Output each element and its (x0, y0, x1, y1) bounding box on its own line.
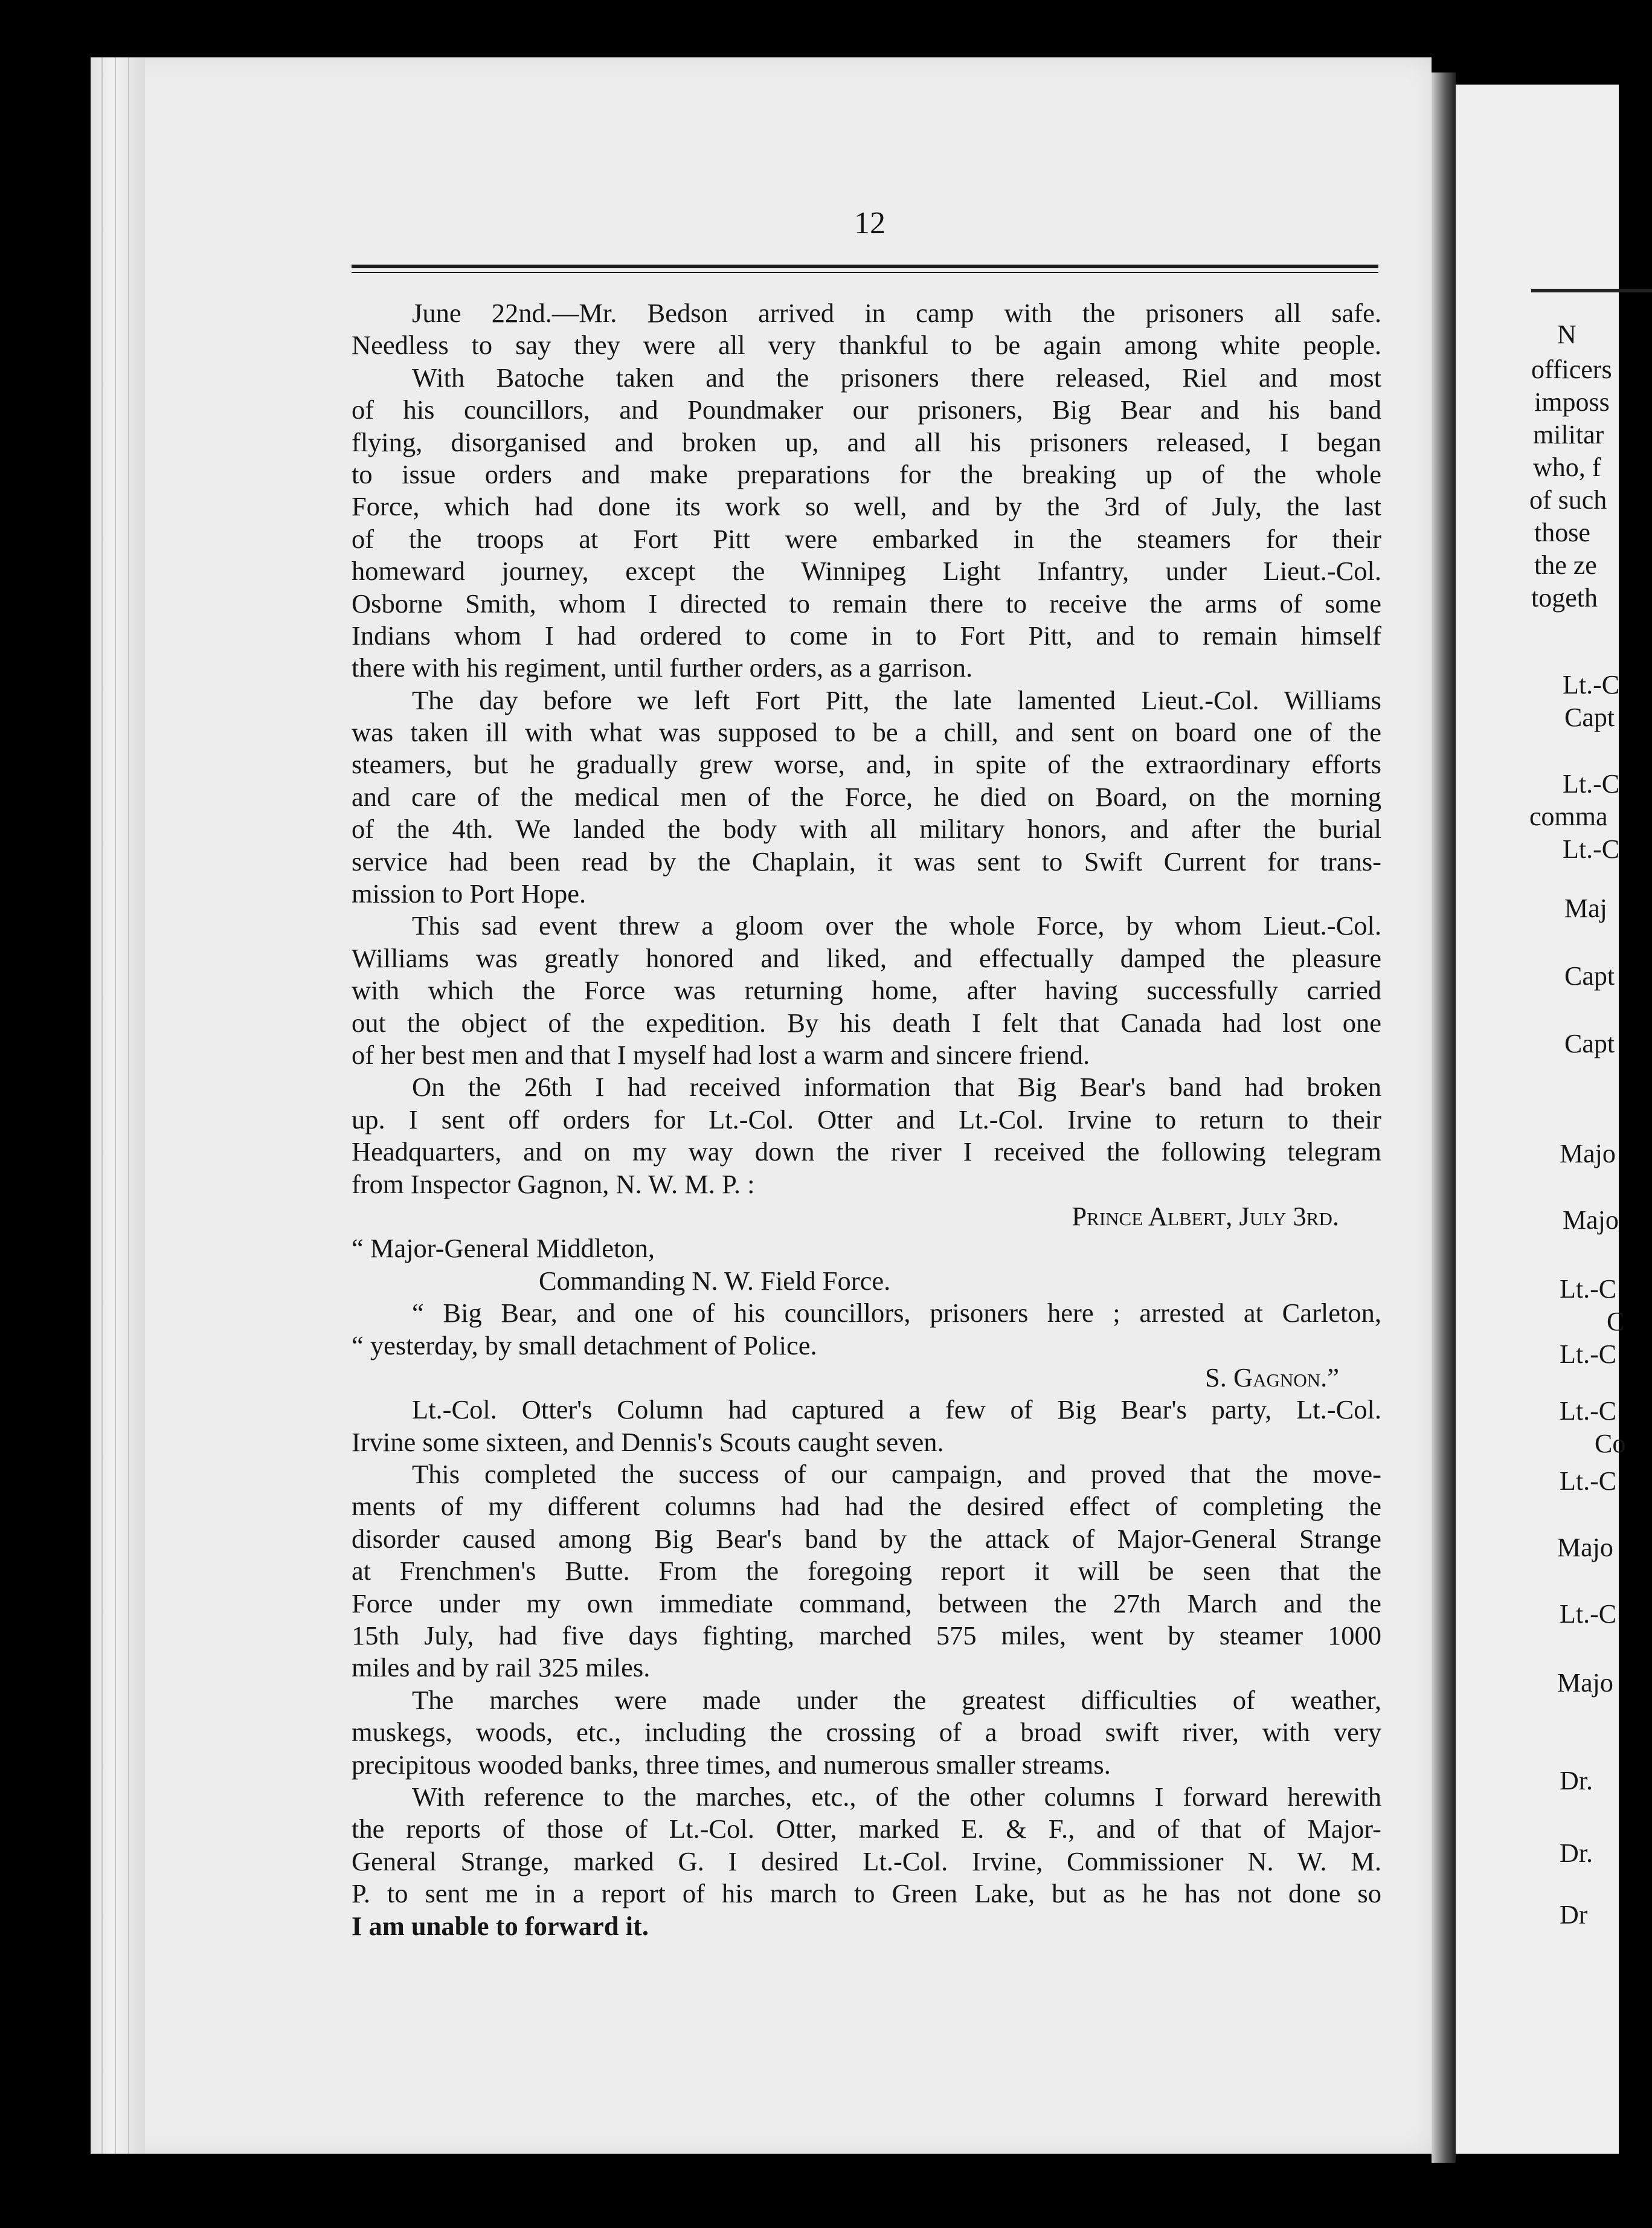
facing-page-fragment: who, f (1533, 452, 1601, 482)
telegram-addressee: “ Major-General Middleton, (352, 1233, 655, 1264)
facing-page-fragment: militar (1533, 420, 1604, 449)
text-line: of the troops at Fort Pitt were embarked in the steamers for their (352, 523, 1381, 554)
text-line: at Frenchmen's Butte. From the foregoing report it will be seen that the (352, 1556, 1381, 1586)
facing-page-fragment: comma (1529, 802, 1608, 831)
text-line: was taken ill with what was supposed to be a chill, and sent on board one of the (352, 717, 1381, 748)
text-line: ments of my different columns had had the desired effect of completing the (352, 1491, 1381, 1522)
text-line: June 22nd.—Mr. Bedson arrived in camp with the prisoners all safe. (412, 298, 1381, 328)
text-line: This sad event threw a gloom over the whole Force, by whom Lieut.-Col. (412, 910, 1381, 941)
text-line: of his councillors, and Poundmaker our prisoners, Big Bear and his band (352, 394, 1381, 425)
text-line: 15th July, had five days fighting, marched 575 miles, went by steamer 1000 (352, 1620, 1381, 1651)
telegram-addressee-title: Commanding N. W. Field Force. (539, 1265, 891, 1296)
facing-page-fragment: N (1557, 320, 1576, 349)
text-line: with which the Force was returning home, after having successfully carried (352, 975, 1381, 1006)
page-number: 12 (854, 206, 885, 240)
text-line: flying, disorganised and broken up, and all his prisoners released, I began (352, 427, 1381, 457)
facing-page-fragment: of such (1529, 485, 1607, 515)
facing-page-fragment: Dr (1560, 1900, 1588, 1930)
facing-page-fragment: Lt.-C (1560, 1396, 1617, 1426)
text-line: Lt.-Col. Otter's Column had captured a few of Big Bear's party, Lt.-Col. (412, 1394, 1381, 1425)
text-line: This completed the success of our campaign, and proved that the move- (412, 1459, 1381, 1490)
text-line: precipitous wooded banks, three times, and numerous smaller streams. (352, 1749, 1111, 1780)
facing-page-fragment: Maj (1564, 893, 1607, 923)
telegram-dateline: Prince Albert, July 3rd. (1072, 1200, 1339, 1231)
facing-page-fragment: Co (1595, 1429, 1626, 1458)
facing-page-fragment: Majo (1560, 1139, 1616, 1168)
facing-page-fragment: Majo (1563, 1205, 1619, 1235)
telegram-body: “ yesterday, by small detachment of Police. (352, 1330, 817, 1360)
facing-page-fragment: Dr. (1560, 1766, 1593, 1795)
book-gutter (1432, 72, 1456, 2163)
text-line: mission to Port Hope. (352, 878, 587, 909)
text-line: P. to sent me in a report of his march to Green Lake, but as he has not done so (352, 1878, 1381, 1909)
facing-page-fragment: Lt.-C (1563, 834, 1620, 864)
text-line: up. I sent off orders for Lt.-Col. Otter and Lt.-Col. Irvine to return to their (352, 1104, 1381, 1135)
text-line: I am unable to forward it. (352, 1910, 649, 1941)
text-line: from Inspector Gagnon, N. W. M. P. : (352, 1168, 755, 1199)
text-line: With Batoche taken and the prisoners there released, Riel and most (412, 362, 1381, 393)
facing-page-fragment: Capt (1564, 961, 1615, 991)
body-text (352, 297, 1381, 1942)
telegram-signature: S. Gagnon.” (1205, 1362, 1339, 1392)
facing-page-fragment: Capt (1564, 1029, 1615, 1058)
text-line: Irvine some sixteen, and Dennis's Scouts caught seven. (352, 1426, 944, 1457)
text-line: The marches were made under the greatest difficulties of weather, (412, 1684, 1381, 1715)
telegram-body: “ Big Bear, and one of his councillors, prisoners here ; arrested at Carleton, (412, 1298, 1381, 1328)
page-edge-stack (91, 57, 145, 2154)
facing-page-fragment: Lt.-C (1560, 1339, 1617, 1369)
text-line: muskegs, woods, etc., including the crossing of a broad swift river, with very (352, 1717, 1381, 1748)
text-line: Williams was greatly honored and liked, and effectually damped the pleasure (352, 942, 1381, 973)
text-line: of her best men and that I myself had lost a warm and sincere friend. (352, 1039, 1090, 1070)
text-line: and care of the medical men of the Force, he died on Board, on the morning (352, 781, 1381, 812)
header-rule-thin (352, 272, 1378, 273)
text-line: Force under my own immediate command, between the 27th March and the (352, 1588, 1381, 1618)
text-line: out the object of the expedition. By his death I felt that Canada had lost one (352, 1007, 1381, 1038)
facing-page-fragment: imposs (1534, 387, 1610, 417)
text-line: The day before we left Fort Pitt, the late lamented Lieut.-Col. Williams (412, 684, 1381, 715)
facing-page-fragment: officers (1531, 355, 1612, 384)
facing-page-rule (1531, 289, 1652, 292)
text-line: there with his regiment, until further orders, as a garrison. (352, 652, 973, 683)
text-line: to issue orders and make preparations for the breaking up of the whole (352, 459, 1381, 489)
text-line: Needless to say they were all very thankful to be again among white people. (352, 330, 1381, 361)
text-line: steamers, but he gradually grew worse, and, in spite of the extraordinary efforts (352, 749, 1381, 780)
facing-page-fragment: Lt.-C (1563, 769, 1620, 799)
text-line: On the 26th I had received information that Big Bear's band had broken (412, 1072, 1381, 1103)
text-line: General Strange, marked G. I desired Lt.-Col. Irvine, Commissioner N. W. M. (352, 1846, 1381, 1876)
text-line: of the 4th. We landed the body with all military honors, and after the burial (352, 814, 1381, 845)
facing-page-fragment: Dr. (1560, 1838, 1593, 1868)
text-line: homeward journey, except the Winnipeg Light Infantry, under Lieut.-Col. (352, 556, 1381, 587)
facing-page-fragment: Capt (1564, 703, 1615, 732)
header-rule (352, 265, 1378, 268)
facing-page-fragment: Majo (1557, 1668, 1613, 1698)
facing-page-fragment: Majo (1557, 1533, 1613, 1562)
facing-page-fragment: togeth (1531, 583, 1598, 613)
facing-page-fragment: C (1607, 1307, 1625, 1336)
facing-page-fragment: Lt.-C (1563, 670, 1620, 700)
text-line: Osborne Smith, whom I directed to remain there to receive the arms of some (352, 588, 1381, 619)
facing-page-fragment: the ze (1534, 550, 1597, 580)
facing-page-fragment: Lt.-C (1560, 1599, 1617, 1629)
text-line: Headquarters, and on my way down the river I received the following telegram (352, 1136, 1381, 1167)
text-line: Indians whom I had ordered to come in to Fort Pitt, and to remain himself (352, 620, 1381, 651)
facing-page-fragment: Lt.-C (1560, 1466, 1617, 1496)
facing-page-fragment: Lt.-C (1560, 1274, 1617, 1304)
text-line: With reference to the marches, etc., of the other columns I forward herewith (412, 1781, 1381, 1812)
facing-page (1456, 85, 1626, 2154)
text-line: Force, which had done its work so well, and by the 3rd of July, the last (352, 491, 1381, 522)
text-line: miles and by rail 325 miles. (352, 1652, 651, 1683)
text-line: service had been read by the Chaplain, it was sent to Swift Current for trans- (352, 846, 1381, 877)
text-line: disorder caused among Big Bear's band by the attack of Major-General Strange (352, 1523, 1381, 1554)
facing-page-fragment: those (1534, 518, 1590, 547)
text-line: the reports of those of Lt.-Col. Otter, marked E. & F., and of that of Major- (352, 1814, 1381, 1844)
